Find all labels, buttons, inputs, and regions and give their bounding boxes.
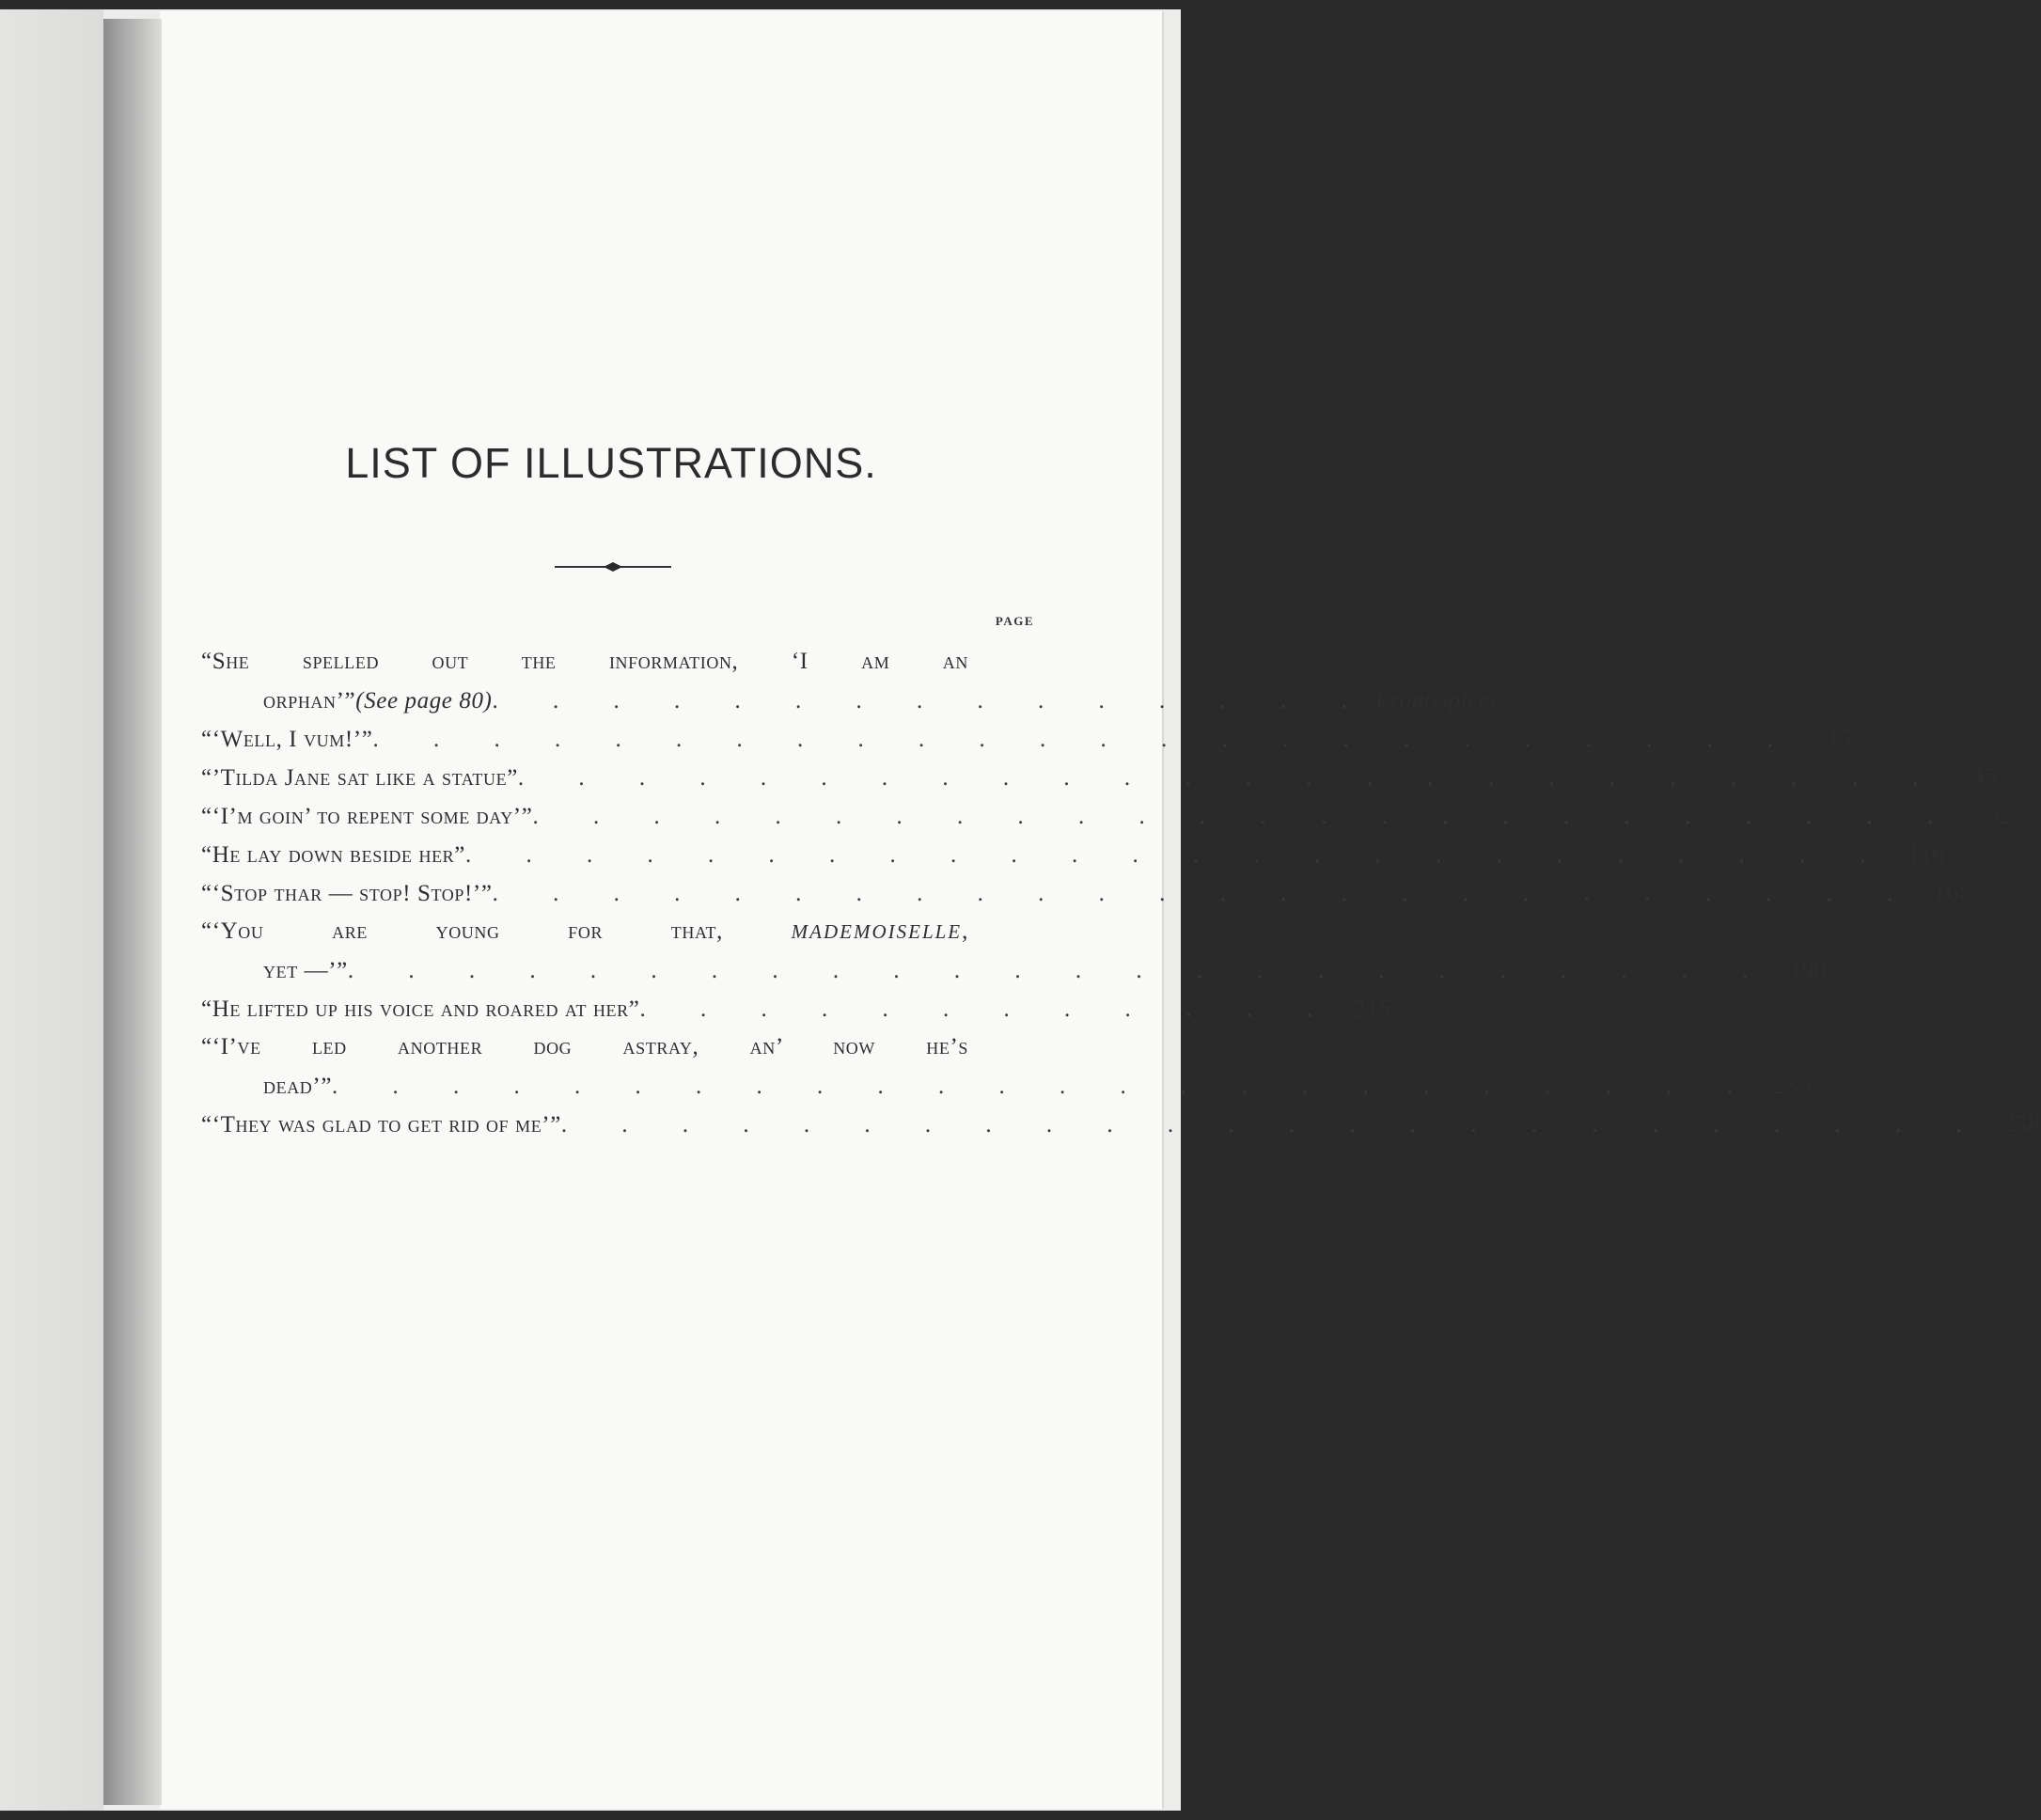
list-item: [201, 989, 1392, 1028]
page-number: 116: [1907, 840, 1945, 868]
page-number: 45: [1971, 763, 1998, 791]
page-number: 190: [1788, 956, 1828, 983]
list-item: [201, 1028, 1812, 1105]
list-item: [201, 719, 1853, 758]
entry-line: [201, 1066, 1812, 1105]
dot-leader: . . . . . . . . . . . . . . . . . . . . . . . .: [372, 727, 1798, 752]
dot-leader: . . . . . . . . . . . . . . . . . . . . . . . .: [532, 804, 1958, 829]
entry-caption: “‘I’ve led another dog astray, an’ now he’s: [201, 1034, 968, 1059]
page-number: 168: [1933, 879, 1972, 906]
illustrations-list: [201, 642, 2041, 1143]
scan-border-top: [0, 0, 1181, 9]
page-number: 258: [2002, 1110, 2041, 1138]
entry-line: [201, 950, 1828, 989]
emphasized-word: MADEMOISELLE: [791, 920, 963, 943]
dot-leader: . . . . . . . . . . . . . . . . . . . . . . . .: [560, 1112, 1986, 1138]
list-item: [201, 873, 1972, 912]
entry-caption: “‘Stop thar — stop! Stop!’”: [201, 881, 493, 906]
entry-caption: “‘I’m goin’ to repent some day’”: [201, 804, 533, 829]
page-column-label: PAGE: [995, 614, 1034, 628]
entry-caption: [201, 912, 1034, 951]
entry-line: [201, 1105, 2041, 1143]
page-number: Frontispiece: [1374, 686, 1501, 714]
ornament-divider-icon: [555, 553, 671, 581]
binding-gutter: [103, 19, 162, 1805]
list-item: [201, 912, 1828, 989]
entry-caption-tail: ,: [962, 918, 968, 944]
list-item: [201, 758, 1998, 796]
entry-line: [201, 719, 1853, 758]
page-number: 92: [1986, 802, 2013, 829]
page-number: 215: [1353, 995, 1392, 1022]
dot-leader: . . . . . . . . . . . . . . . . . . . . . . . .: [464, 842, 1891, 868]
page-number: 235: [1772, 1072, 1812, 1099]
entry-line: [201, 642, 1034, 681]
page-title: LIST OF ILLUSTRATIONS.: [345, 439, 877, 487]
entry-caption: “He lifted up his voice and roared at her”: [201, 996, 640, 1022]
scan-border-bottom: [0, 1811, 1181, 1820]
entry-caption: “He lay down beside her”: [201, 842, 465, 868]
dot-leader: . . . . . . . . . . . . . . . . . . . . . . . .: [347, 958, 1773, 983]
dot-leader: . . . . . . . . . . . . . . .: [492, 688, 1372, 714]
list-item: [201, 796, 2013, 835]
dot-leader: . . . . . . . . . . . . . . . . . . . . . . . .: [332, 1074, 1757, 1099]
entry-caption: “’Tilda Jane sat like a statue”: [201, 765, 518, 791]
entry-caption-start: “‘You are young for that,: [201, 918, 792, 944]
page-number: 15: [1826, 725, 1853, 752]
entry-line: [201, 758, 1998, 796]
entry-line: [201, 912, 1034, 950]
entry-line: [201, 873, 1972, 912]
facing-page-edge: [0, 0, 103, 1820]
dot-leader: . . . . . . . . . . . . . . . . . . . . . . . .: [517, 765, 1943, 791]
page-reference: (See page 80): [355, 688, 493, 714]
entry-caption: “‘They was glad to get rid of me’”: [201, 1112, 561, 1138]
entry-caption: “She spelled out the information, ‘I am an: [201, 649, 968, 674]
entry-caption: “‘Well, I vum!’”: [201, 727, 373, 752]
entry-caption: orphan’”: [263, 688, 356, 714]
dot-leader: . . . . . . . . . . . . . . . . . . . . . . . .: [492, 881, 1918, 906]
entry-caption: yet —’”: [263, 958, 348, 983]
entry-line: [201, 681, 1501, 719]
entry-caption: dead’”: [263, 1074, 333, 1099]
entry-line: [201, 989, 1392, 1028]
entry-line: [201, 796, 2013, 835]
entry-line: [201, 835, 1945, 873]
dot-leader: . . . . . . . . . . . .: [639, 996, 1338, 1022]
list-item: [201, 835, 1945, 873]
list-item: [201, 642, 1501, 719]
list-item: [201, 1105, 2041, 1143]
entry-line: [201, 1028, 1034, 1066]
